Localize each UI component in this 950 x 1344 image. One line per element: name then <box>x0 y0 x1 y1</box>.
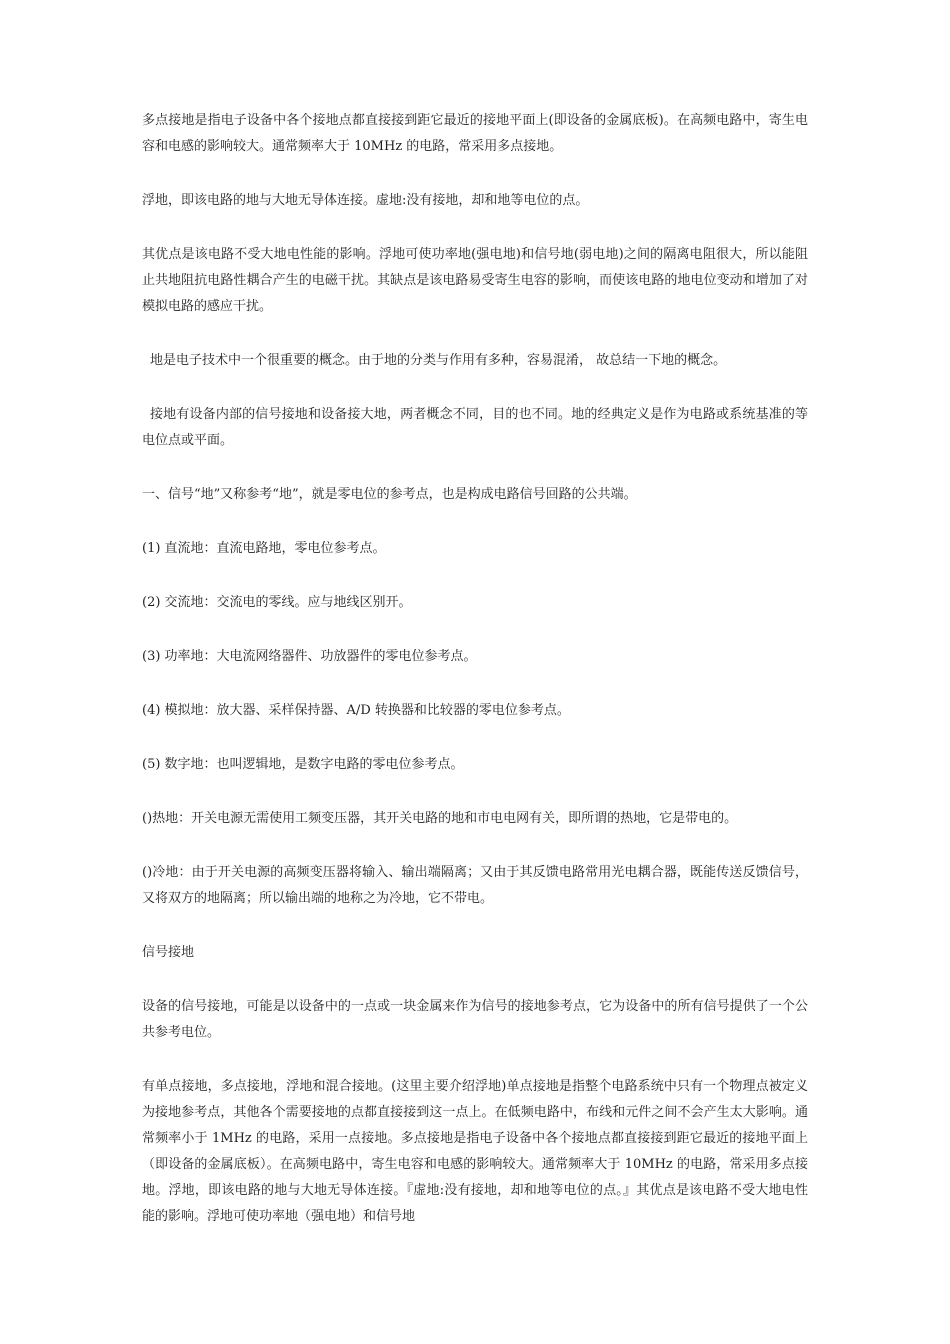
document-body <box>142 108 808 1258</box>
paragraph-floating-ground: 浮地，即该电路的地与大地无导体连接。虚地:没有接地，却和地等电位的点。 <box>142 193 589 208</box>
list-item-analog-ground: (4) 模拟地：放大器、采样保持器、A/D 转换器和比较器的零电位参考点。 <box>142 703 570 718</box>
paragraph-floating-ground-pros-cons: 其优点是该电路不受大地电性能的影响。浮地可使功率地(强电地)和信号地(弱电地)之间的隔离电阻很大，所以能阻止共地阻抗电路性耦合产生的电磁干扰。其缺点是该电路易受寄生电容的影响，而使该电路的地电位变动和增加了对模拟电路的感应干扰。 <box>142 247 808 314</box>
paragraph-grounding-types: 有单点接地，多点接地，浮地和混合接地。(这里主要介绍浮地)单点接地是指整个电路系统中只有一个物理点被定义为接地参考点，其他各个需要接地的点都直接接到这一点上。在低频电路中，布线和元件之间不会产生太大影响。通常频率小于 1MHz 的电路，采用一点接地。多点接地是指电子设备中各个接地点都直接接到距它最近的接地平面上（即设备的金属底板）。在高频电路中，寄生电容和电感的影响较大。通常频率大于 10MHz 的电路，常采用多点接地。浮地，即该电路的地与大地无导体连接。『虚地:没有接地，却和地等电位的点。』其优点是该电路不受大地电性能的影响。浮地可使功率地（强电地）和信号地 <box>142 1079 808 1224</box>
list-item-dc-ground: (1) 直流地：直流电路地，零电位参考点。 <box>142 541 386 556</box>
list-item-hot-ground: ()热地：开关电源无需使用工频变压器，其开关电路的地和市电电网有关，即所谓的热地，它是带电的。 <box>142 811 738 826</box>
paragraph-signal-ground-heading: 一、信号“地”又称参考“地”，就是零电位的参考点，也是构成电路信号回路的公共端。 <box>142 487 637 502</box>
list-item-power-ground: (3) 功率地：大电流网络器件、功放器件的零电位参考点。 <box>142 649 477 664</box>
list-item-digital-ground: (5) 数字地：也叫逻辑地，是数字电路的零电位参考点。 <box>142 757 464 772</box>
paragraph-signal-grounding: 设备的信号接地，可能是以设备中的一点或一块金属来作为信号的接地参考点，它为设备中的所有信号提供了一个公共参考电位。 <box>142 999 808 1040</box>
paragraph-ground-concept: 地是电子技术中一个很重要的概念。由于地的分类与作用有多种，容易混淆， 故总结一下地的概念。 <box>150 353 727 368</box>
list-item-cold-ground: ()冷地：由于开关电源的高频变压器将输入、输出端隔离；又由于其反馈电路常用光电耦合器，既能传送反馈信号，又将双方的地隔离；所以输出端的地称之为冷地，它不带电。 <box>142 865 808 906</box>
section-heading-signal-grounding: 信号接地 <box>142 945 195 960</box>
paragraph-ground-definition: 接地有设备内部的信号接地和设备接大地，两者概念不同，目的也不同。地的经典定义是作为电路或系统基准的等电位点或平面。 <box>142 407 808 448</box>
list-item-ac-ground: (2) 交流地：交流电的零线。应与地线区别开。 <box>142 595 412 610</box>
paragraph-multipoint-grounding: 多点接地是指电子设备中各个接地点都直接接到距它最近的接地平面上(即设备的金属底板)。在高频电路中，寄生电容和电感的影响较大。通常频率大于 10MHz 的电路，常采用多点接地。 <box>142 113 808 154</box>
